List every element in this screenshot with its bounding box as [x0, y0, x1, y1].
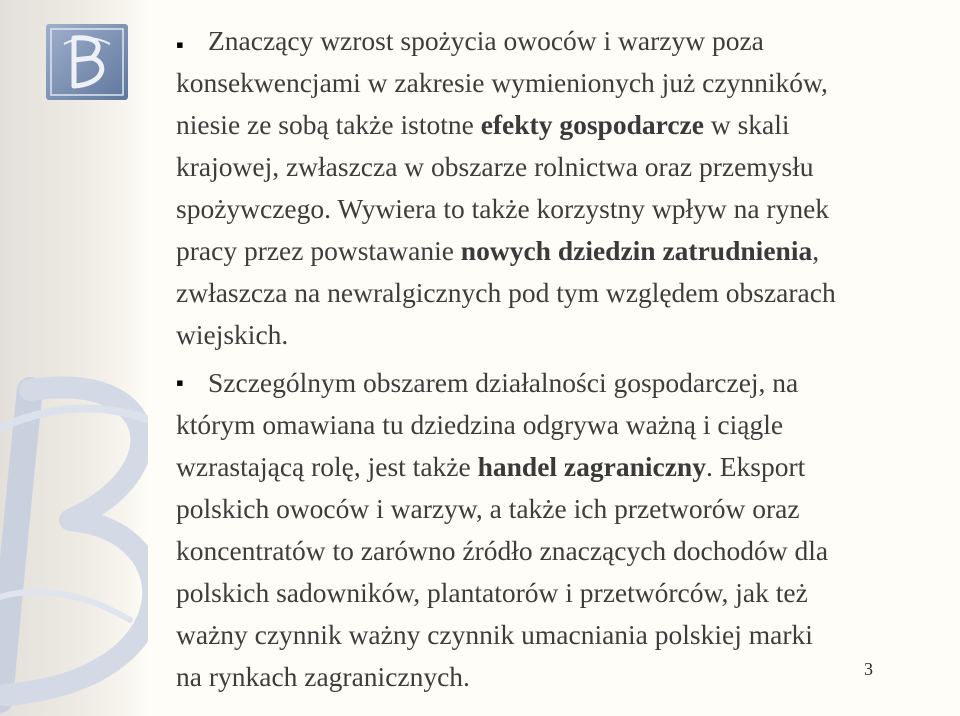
- text-line: spożywczego. Wywiera to także korzystny wpływ na rynek: [176, 193, 830, 224]
- bullet-icon: ▪: [176, 370, 184, 395]
- text-segment: . Eksport: [705, 451, 806, 482]
- text-line: Znaczący wzrost spożycia owoców i warzyw poza: [208, 25, 764, 56]
- highlight-text: efekty gospodarcze: [480, 109, 704, 140]
- text-segment: niesie ze sobą także istotne: [176, 109, 481, 140]
- text-segment: pracy przez powstawanie: [176, 235, 461, 266]
- text-line: polskich owoców i warzyw, a także ich przetworów oraz: [176, 493, 800, 524]
- text-line: konsekwencjami w zakresie wymienionych już czynników,: [176, 67, 828, 98]
- text-line: [176, 446, 946, 488]
- bullet-icon: ▪: [176, 32, 184, 57]
- text-segment: ,: [812, 235, 820, 266]
- text-line: zwłaszcza na newralgicznych pod tym względem obszarach: [176, 277, 836, 308]
- text-line: krajowej, zwłaszcza w obszarze rolnictwa oraz przemysłu: [176, 151, 814, 182]
- highlight-text: handel zagraniczny: [477, 451, 706, 482]
- text-line: Szczególnym obszarem działalności gospodarczej, na: [208, 367, 799, 398]
- text-line: wiejskich.: [176, 319, 289, 350]
- text-segment: w skali: [703, 109, 790, 140]
- page-number: 3: [864, 659, 873, 679]
- text-line: polskich sadowników, plantatorów i przetwórców, jak też: [176, 577, 808, 608]
- paragraph-2: [176, 362, 946, 698]
- paragraph-1: [176, 20, 946, 356]
- b-watermark-icon: [0, 360, 148, 716]
- text-line: którym omawiana tu dziedzina odgrywa ważną i ciągle: [176, 409, 784, 440]
- text-segment: wzrastającą rolę, jest także: [176, 451, 478, 482]
- sidebar-decoration: [0, 0, 148, 716]
- text-line: ważny czynnik ważny czynnik umacniania polskiej marki: [176, 619, 813, 650]
- text-line: [176, 104, 946, 146]
- highlight-text: nowych dziedzin zatrudnienia: [460, 235, 813, 266]
- text-line: [176, 230, 946, 272]
- bank-logo-icon: [46, 24, 128, 100]
- text-line: koncentratów to zarówno źródło znaczących dochodów dla: [176, 535, 829, 566]
- text-line: na rynkach zagranicznych.: [176, 661, 470, 692]
